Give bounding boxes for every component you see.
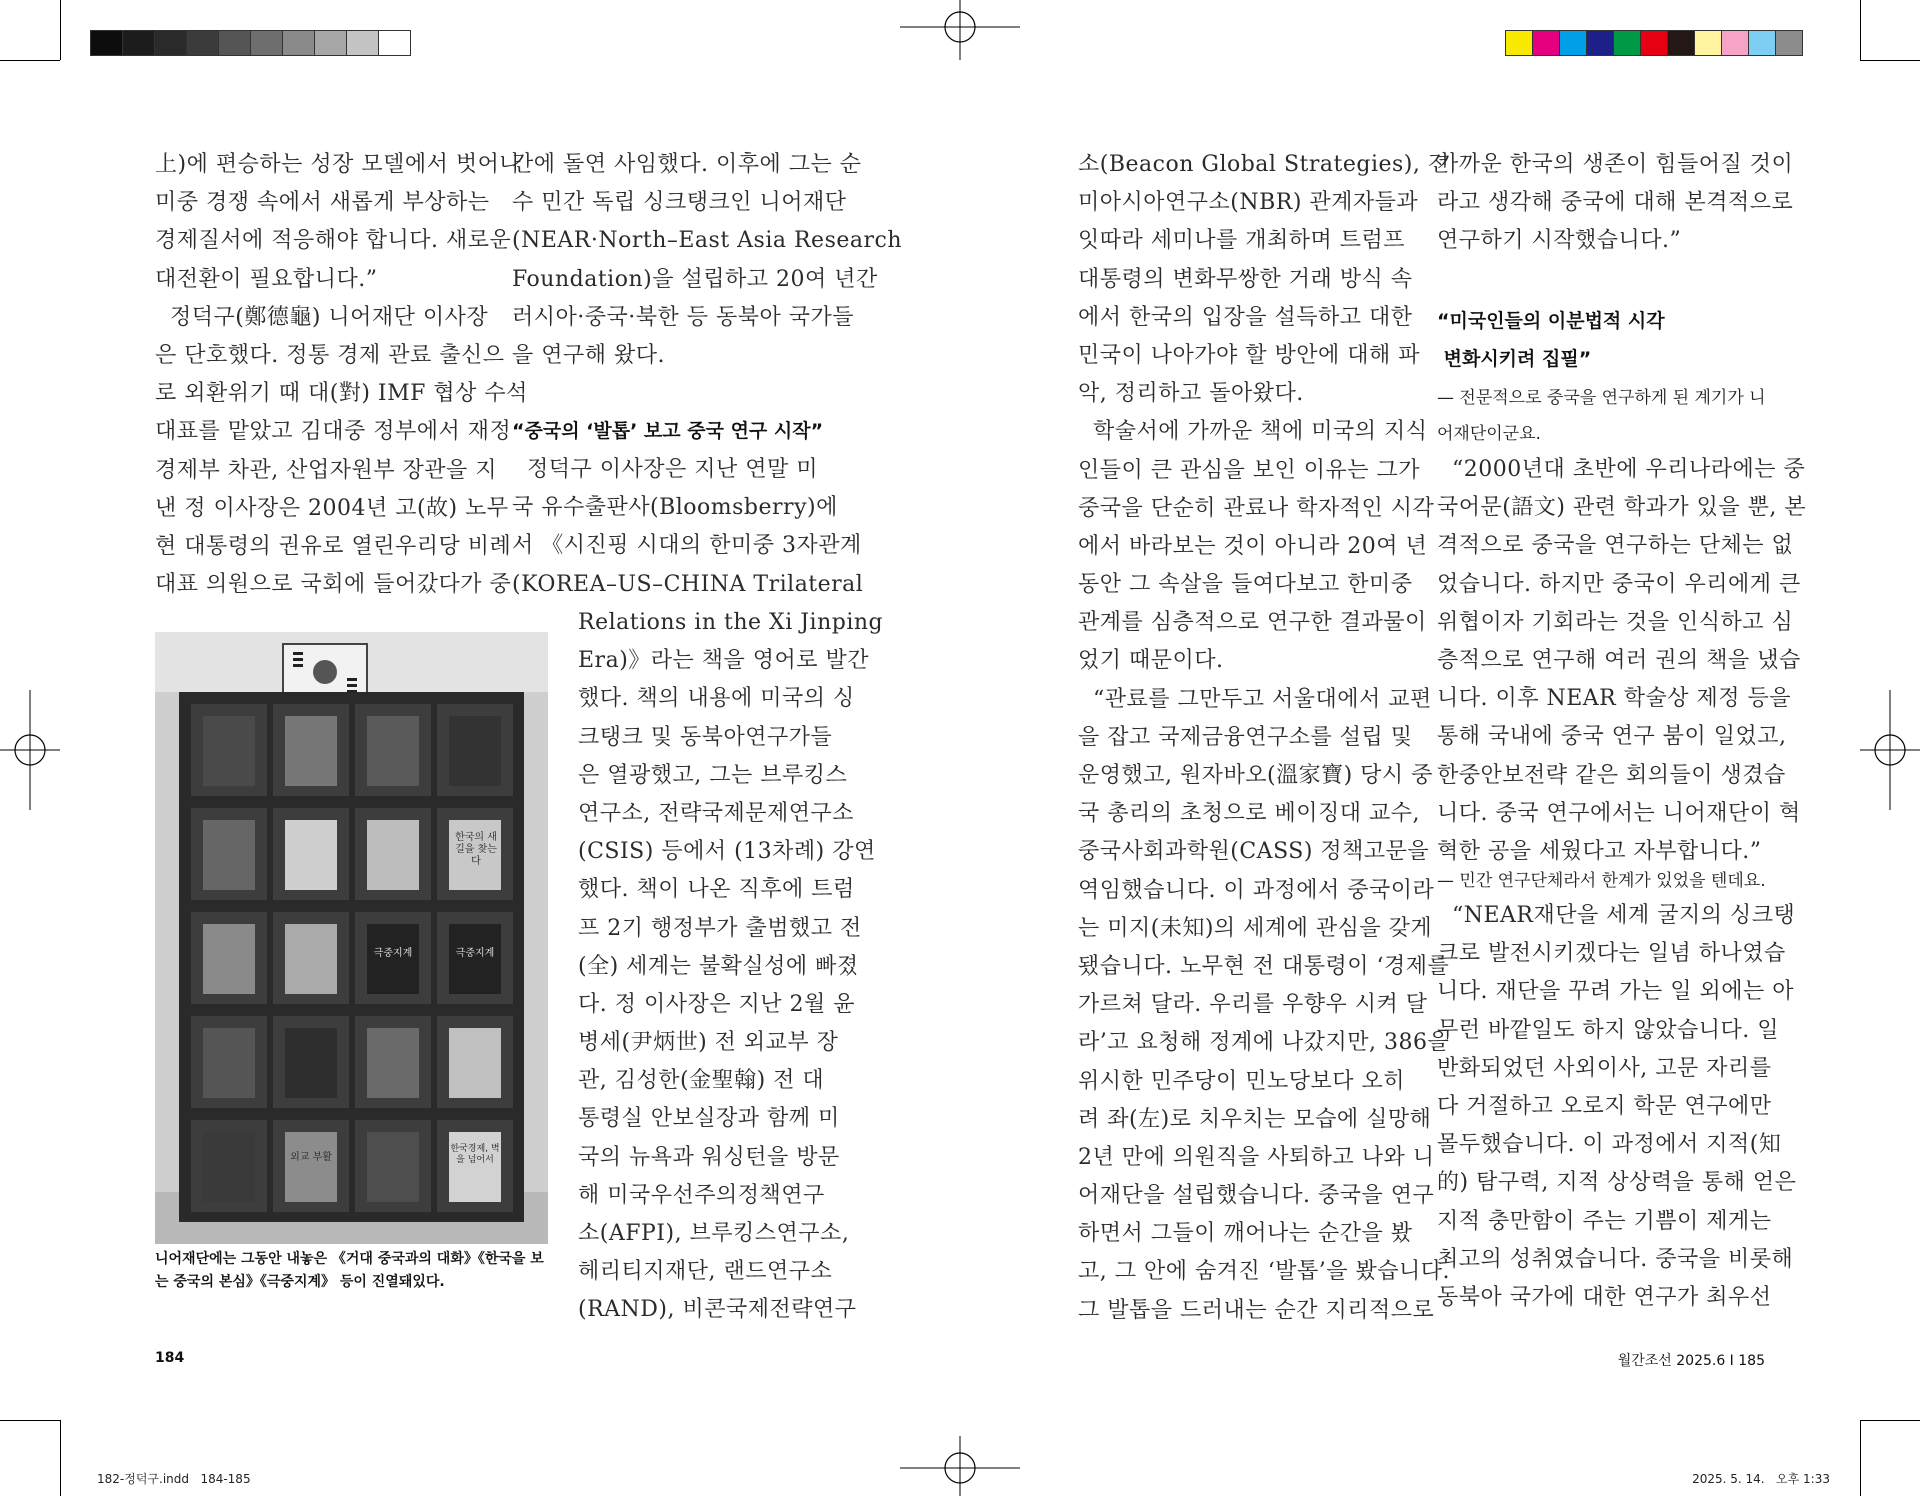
text-line: 어재단을 설립했습니다. 중국을 연구 (1078, 1183, 1435, 1209)
text-line: 가르쳐 달라. 우리를 우향우 시켜 달 (1078, 992, 1428, 1018)
text-line: “2000년대 초반에 우리나라에는 중 (1437, 457, 1806, 482)
text-line: Relations in the Xi Jinping (578, 610, 884, 635)
text-line: “NEAR재단을 세계 굴지의 싱크탱 (1437, 903, 1796, 928)
text-line: 지적 충만함이 주는 기쁨이 제게는 (1437, 1208, 1772, 1234)
text-line: 려 좌(左)로 치우치는 모습에 실망해 (1078, 1106, 1432, 1132)
question-line: 어재단이군요. (1437, 424, 1541, 444)
text-line: 위협이자 기회라는 것을 인식하고 심 (1437, 609, 1794, 635)
text-line: 연구소, 전략국제문제연구소 (578, 800, 855, 826)
text-line: 미아시아연구소(NBR) 관계자들과 (1078, 190, 1419, 216)
text-line: 중국사회과학원(CASS) 정책고문을 (1078, 839, 1430, 865)
text-line: 간에 돌연 사임했다. 이후에 그는 순 (512, 152, 862, 177)
page-number-right: 월간조선 2025.6 I 185 (1617, 1353, 1765, 1369)
text-line: 경제부 차관, 산업자원부 장관을 지 (155, 457, 497, 483)
text-line: 에서 한국의 입장을 설득하고 대한 (1078, 304, 1413, 330)
registration-target-left (0, 690, 60, 810)
text-line: (KOREA–US–CHINA Trilateral (512, 571, 864, 597)
text-line: 학술서에 가까운 책에 미국의 지식 (1078, 419, 1428, 445)
question-line: — 전문적으로 중국을 연구하게 된 계기가 니 (1437, 388, 1766, 408)
book-title: 한국경제, 벽을 넘어서 (450, 1144, 500, 1165)
text-line: 혁한 공을 세웠다고 자부합니다.” (1437, 838, 1762, 864)
text-line: 대통령의 변화무쌍한 거래 방식 속 (1078, 266, 1413, 292)
section-heading (1437, 302, 1665, 378)
text-line: 낸 정 이사장은 2004년 고(故) 노무 (155, 495, 509, 521)
text-line: 2년 만에 의원직을 사퇴하고 나와 니 (1078, 1144, 1435, 1170)
text-line: 정덕구(鄭德龜) 니어재단 이사장 (155, 304, 489, 330)
text-line: 헤리티지재단, 랜드연구소 (578, 1259, 833, 1285)
text-line: 러시아·중국·북한 등 동북아 국가들 (512, 304, 854, 330)
left-page-column-1 (155, 146, 528, 604)
text-line: 통령실 안보실장과 함께 미 (578, 1106, 840, 1132)
text-line: 해 미국우선주의정책연구 (578, 1182, 825, 1208)
text-line: 니다. 이후 NEAR 학술상 제정 등을 (1437, 686, 1791, 712)
text-line: 서 《시진핑 시대의 한미중 3자관계 (512, 533, 862, 559)
registration-target-right (1860, 690, 1920, 810)
grayscale-bar (90, 15, 415, 42)
text-line: 니다. 중국 연구에서는 니어재단이 혁 (1437, 800, 1801, 826)
text-line: 었습니다. 하지만 중국이 우리에게 큰 (1437, 571, 1801, 597)
text-line: 프 2기 행정부가 출범했고 전 (578, 915, 862, 941)
heading-line: “미국인들의 이분법적 시각 (1437, 310, 1665, 332)
text-line: 그 발톱을 드러내는 순간 지리적으로 (1078, 1297, 1435, 1323)
left-page-column-2 (512, 146, 902, 375)
text-line: 국 총리의 초청으로 베이징대 교수, (1078, 801, 1420, 827)
text-line: “관료를 그만두고 서울대에서 교편 (1078, 686, 1432, 712)
text-line: 라’고 요청해 정계에 나갔지만, 386을 (1078, 1030, 1450, 1056)
text-line: 라고 생각해 중국에 대해 본격적으로 (1437, 190, 1794, 216)
text-line: 소(Beacon Global Strategies), 전 (1078, 152, 1450, 177)
text-line: 수 민간 독립 싱크탱크인 니어재단 (512, 190, 847, 216)
text-line: 관계를 심층적으로 연구한 결과물이 (1078, 610, 1427, 636)
text-line: 크탱크 및 동북아연구가들 (578, 724, 833, 750)
text-line: 통해 국내에 중국 연구 붐이 일었고, (1437, 724, 1787, 750)
text-line: 다 거절하고 오로지 학문 연구에만 (1437, 1093, 1772, 1119)
text-line: (RAND), 비콘국제전략연구 (578, 1297, 857, 1323)
text-line: 미중 경쟁 속에서 새롭게 부상하는 (155, 190, 490, 216)
text-line: 최고의 성취였습니다. 중국을 비롯해 (1437, 1246, 1794, 1272)
text-line: 크로 발전시키겠다는 일념 하나였습 (1437, 941, 1786, 967)
text-line: 었기 때문이다. (1078, 648, 1224, 674)
text-line: 대전환이 필요합니다.” (155, 266, 378, 292)
right-page-column-1 (1078, 146, 1450, 1330)
text-line: 고, 그 안에 숨겨진 ‘발톱’을 봤습니다. (1078, 1259, 1450, 1285)
text-line: 됐습니다. 노무현 전 대통령이 ‘경제를 (1078, 953, 1450, 979)
text-line: 경제질서에 적응해야 합니다. 새로운 (155, 228, 512, 254)
book-title: 극중지계 (373, 948, 413, 959)
print-date-slug: 2025. 5. 14. 오후 1:33 (1692, 1472, 1830, 1486)
text-line: 국어문(語文) 관련 학과가 있을 뿐, 본 (1437, 495, 1807, 521)
text-line: (NEAR·North–East Asia Research (512, 228, 902, 254)
book-title: 외교 부활 (290, 1152, 332, 1163)
text-line: 역임했습니다. 이 과정에서 중국이라 (1078, 877, 1435, 903)
left-page-column-2-mid (512, 451, 864, 604)
text-line: 연구하기 시작했습니다.” (1437, 228, 1682, 254)
text-line: 현 대통령의 권유로 열린우리당 비례 (155, 533, 512, 559)
text-line: 대표를 맡았고 김대중 정부에서 재정 (155, 419, 512, 445)
page-number-left: 184 (155, 1350, 185, 1366)
text-line: 했다. 책의 내용에 미국의 싱 (578, 686, 855, 712)
text-line: 가까운 한국의 생존이 힘들어질 것이 (1437, 152, 1794, 177)
book-title: 극중지계 (455, 948, 495, 959)
caption-line: 니어재단에는 그동안 내놓은 《거대 중국과의 대화》《한국을 보 (155, 1251, 544, 1267)
text-line: 은 열광했고, 그는 브루킹스 (578, 762, 848, 788)
text-line: 층적으로 연구해 여러 권의 책을 냈습 (1437, 647, 1801, 673)
file-slug: 182-정덕구.indd 184-185 (97, 1472, 251, 1486)
section-heading: “중국의 ‘발톱’ 보고 중국 연구 시작” (512, 420, 824, 442)
text-line: 은 단호했다. 정통 경제 관료 출신으 (155, 342, 505, 368)
text-line: Era)》라는 책을 영어로 발간 (578, 648, 870, 674)
text-line: 的) 탐구력, 지적 상상력을 통해 얻은 (1437, 1170, 1797, 1196)
text-line: 격적으로 중국을 연구하는 단체는 없 (1437, 533, 1794, 559)
text-line: 대표 의원으로 국회에 들어갔다가 중 (155, 572, 512, 598)
text-line: 인들이 큰 관심을 보인 이유는 그가 (1078, 457, 1420, 483)
registration-target-bottom (900, 1436, 1020, 1496)
text-line: 上)에 편승하는 성장 모델에서 벗어나 (155, 152, 522, 177)
text-line: 한중안보전략 같은 회의들이 생겼습 (1437, 762, 1786, 788)
interview-question (1437, 380, 1777, 452)
text-line: 무런 바깥일도 하지 않았습니다. 일 (1437, 1017, 1779, 1043)
text-line: 니다. 재단을 꾸려 가는 일 외에는 아 (1437, 979, 1794, 1005)
text-line: Foundation)을 설립하고 20여 년간 (512, 266, 878, 292)
text-line: 반화되었던 사외이사, 고문 자리를 (1437, 1055, 1772, 1081)
text-line: 정덕구 이사장은 지난 연말 미 (512, 457, 818, 482)
text-line: 국의 뉴욕과 워싱턴을 방문 (578, 1144, 840, 1170)
text-line: 국 유수출판사(Bloomsberry)에 (512, 495, 838, 521)
text-line: 동안 그 속살을 들여다보고 한미중 (1078, 572, 1413, 598)
text-line: 병세(尹炳世) 전 외교부 장 (578, 1030, 839, 1056)
text-line: 잇따라 세미나를 개최하며 트럼프 (1078, 228, 1406, 254)
text-line: 했다. 책이 나온 직후에 트럼 (578, 877, 855, 903)
text-line: 는 미지(未知)의 세계에 관심을 갖게 (1078, 915, 1433, 941)
interview-question: — 민간 연구단체라서 한계가 있었을 텐데요. (1437, 871, 1766, 891)
text-line: 몰두했습니다. 이 과정에서 지적(知 (1437, 1132, 1782, 1158)
heading-line: 변화시키려 집필” (1437, 348, 1592, 370)
text-line: 다. 정 이사장은 지난 2월 윤 (578, 991, 855, 1017)
right-page-column-2 (1437, 146, 1794, 261)
registration-target-top (900, 0, 1020, 60)
text-line: 소(AFPI), 브루킹스연구소, (578, 1221, 850, 1246)
text-line: 을 잡고 국제금융연구소를 설립 및 (1078, 724, 1413, 750)
text-line: (CSIS) 등에서 (13차례) 강연 (578, 839, 876, 865)
caption-line: 는 중국의 본심》《극중지계》 등이 진열돼있다. (155, 1274, 445, 1290)
right-page-column-2-mid (1437, 451, 1807, 871)
photo-caption (155, 1248, 550, 1294)
color-bar (1505, 15, 1830, 42)
book-title: 한국의 새 길을 찾는다 (455, 832, 497, 867)
right-page-column-2-bottom (1437, 897, 1797, 1317)
text-line: 위시한 민주당이 민노당보다 오히 (1078, 1068, 1406, 1094)
text-line: 을 연구해 왔다. (512, 342, 665, 368)
text-line: 하면서 그들이 깨어나는 순간을 봤 (1078, 1221, 1413, 1247)
left-page-column-2-narrow (578, 604, 884, 1330)
text-line: (全) 세계는 불확실성에 빠졌 (578, 953, 859, 979)
text-line: 민국이 나아가야 할 방안에 대해 파 (1078, 342, 1420, 368)
text-line: 중국을 단순히 관료나 학자적인 시각 (1078, 495, 1435, 521)
text-line: 에서 바라보는 것이 아니라 20여 년 (1078, 533, 1428, 559)
text-line: 동북아 국가에 대한 연구가 최우선 (1437, 1284, 1772, 1310)
bookshelf-photo (155, 632, 548, 1244)
text-line: 운영했고, 원자바오(溫家寶) 당시 중 (1078, 763, 1433, 788)
text-line: 관, 김성한(金聖翰) 전 대 (578, 1068, 825, 1094)
text-line: 로 외환위기 때 대(對) IMF 협상 수석 (155, 381, 528, 407)
text-line: 악, 정리하고 돌아왔다. (1078, 381, 1304, 407)
